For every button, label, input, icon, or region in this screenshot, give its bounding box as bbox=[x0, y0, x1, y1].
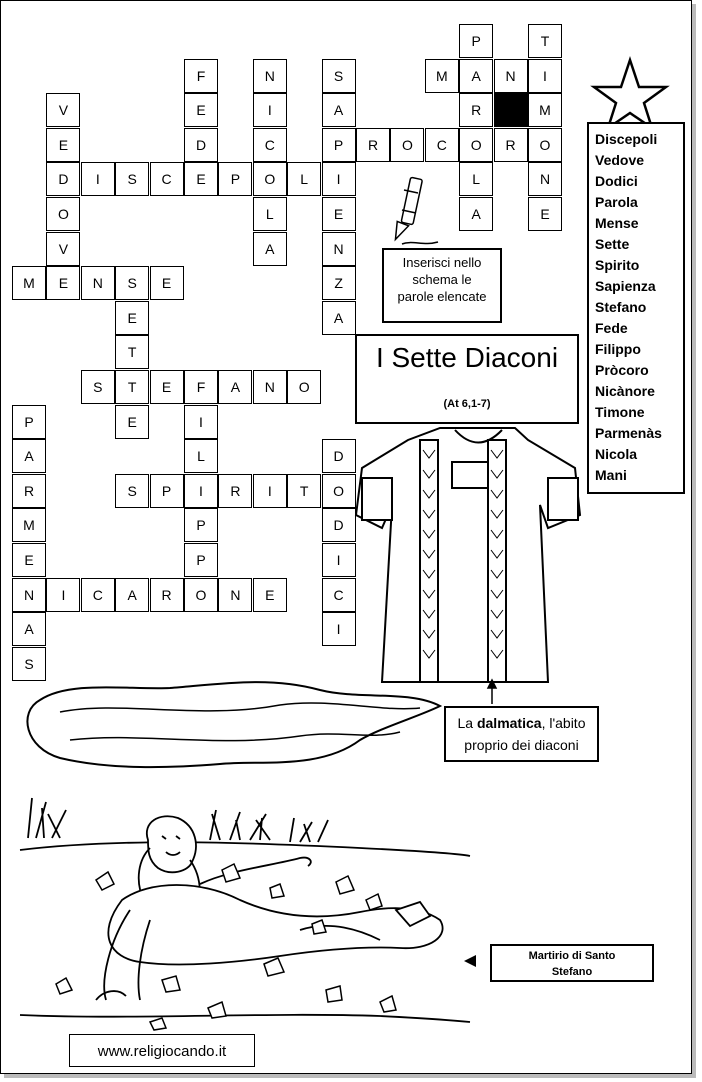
word-list-item: Discepoli bbox=[595, 131, 658, 147]
crossword-cell[interactable]: C bbox=[81, 578, 115, 612]
crossword-cell[interactable]: D bbox=[322, 439, 356, 473]
word-list-item: Parmenàs bbox=[595, 425, 662, 441]
crossword-cell[interactable]: E bbox=[12, 543, 46, 577]
crossword-cell[interactable]: S bbox=[12, 647, 46, 681]
crossword-cell[interactable]: I bbox=[184, 405, 218, 439]
martyrdom-caption bbox=[490, 944, 654, 982]
crossword-cell[interactable]: E bbox=[184, 162, 218, 196]
crossword-cell[interactable]: O bbox=[184, 578, 218, 612]
crossword-cell[interactable]: F bbox=[184, 370, 218, 404]
crossword-cell[interactable]: E bbox=[322, 197, 356, 231]
crossword-cell[interactable]: P bbox=[184, 508, 218, 542]
crossword-cell[interactable]: C bbox=[150, 162, 184, 196]
word-list-item: Timone bbox=[595, 404, 645, 420]
crossword-cell[interactable]: I bbox=[322, 612, 356, 646]
crossword-cell[interactable]: E bbox=[46, 266, 80, 300]
crossword-cell[interactable]: A bbox=[459, 197, 493, 231]
crossword-cell[interactable]: A bbox=[322, 301, 356, 335]
dalmatica-caption-line2: proprio dei diaconi bbox=[464, 737, 579, 753]
crossword-cell[interactable]: N bbox=[322, 232, 356, 266]
crossword-cell[interactable]: I bbox=[81, 162, 115, 196]
crossword-cell[interactable]: E bbox=[46, 128, 80, 162]
word-list-item: Fede bbox=[595, 320, 628, 336]
word-list bbox=[587, 122, 685, 494]
crossword-cell[interactable]: S bbox=[115, 162, 149, 196]
word-list-item: Spirito bbox=[595, 257, 640, 273]
crossword-cell[interactable]: N bbox=[494, 59, 528, 93]
crossword-cell[interactable]: D bbox=[322, 508, 356, 542]
crossword-cell[interactable]: O bbox=[287, 370, 321, 404]
crossword-cell[interactable]: I bbox=[253, 93, 287, 127]
crossword-cell[interactable]: I bbox=[184, 474, 218, 508]
crossword-cell[interactable]: I bbox=[253, 474, 287, 508]
crossword-cell[interactable]: S bbox=[322, 59, 356, 93]
page-title: I Sette Diaconi bbox=[375, 342, 559, 373]
crossword-cell[interactable]: M bbox=[12, 508, 46, 542]
crossword-cell[interactable]: O bbox=[322, 474, 356, 508]
dalmatica-caption-line1 bbox=[446, 712, 597, 734]
crossword-cell[interactable]: C bbox=[253, 128, 287, 162]
crossword-cell[interactable]: T bbox=[115, 335, 149, 369]
crossword-cell[interactable]: O bbox=[528, 128, 562, 162]
crossword-cell[interactable]: E bbox=[528, 197, 562, 231]
crossword-cell[interactable]: E bbox=[150, 266, 184, 300]
word-list-item: Parola bbox=[595, 194, 638, 210]
website-link[interactable]: www.religiocando.it bbox=[69, 1034, 255, 1067]
crossword-cell[interactable]: V bbox=[46, 232, 80, 266]
crossword-cell[interactable]: S bbox=[81, 370, 115, 404]
crossword-cell[interactable]: E bbox=[253, 578, 287, 612]
word-list-item: Nicola bbox=[595, 446, 638, 462]
word-list-item: Filippo bbox=[595, 341, 641, 357]
crossword-cell[interactable]: M bbox=[528, 93, 562, 127]
crossword-cell[interactable]: R bbox=[12, 474, 46, 508]
crossword-cell[interactable]: I bbox=[46, 578, 80, 612]
crossword-cell[interactable]: N bbox=[81, 266, 115, 300]
word-list-item: Mense bbox=[595, 215, 639, 231]
crossword-cell[interactable]: T bbox=[528, 24, 562, 58]
crossword-cell[interactable]: N bbox=[253, 370, 287, 404]
word-list-item: Sette bbox=[595, 236, 630, 252]
crossword-cell[interactable]: P bbox=[218, 162, 252, 196]
crossword-cell[interactable]: P bbox=[150, 474, 184, 508]
martyrdom-caption-line: Stefano bbox=[551, 966, 593, 978]
word-list-item: Nicànore bbox=[595, 383, 655, 399]
crossword-cell[interactable]: I bbox=[528, 59, 562, 93]
crossword-cell[interactable]: R bbox=[494, 128, 528, 162]
crossword-cell[interactable]: N bbox=[12, 578, 46, 612]
instruction-box bbox=[382, 248, 502, 323]
crossword-black-cell bbox=[494, 93, 528, 127]
caption-suffix: , l'abito bbox=[541, 715, 586, 731]
crossword-cell[interactable]: D bbox=[184, 128, 218, 162]
crossword-cell[interactable]: N bbox=[253, 59, 287, 93]
instruction-line: parole elencate bbox=[397, 289, 487, 304]
word-list-item: Dodici bbox=[595, 173, 638, 189]
bible-reference: (At 6,1-7) bbox=[443, 398, 491, 410]
crossword-cell[interactable]: O bbox=[390, 128, 424, 162]
instruction-line: Inserisci nello bbox=[402, 255, 482, 270]
crossword-cell[interactable]: A bbox=[253, 232, 287, 266]
crossword-cell[interactable]: P bbox=[184, 543, 218, 577]
crossword-cell[interactable]: F bbox=[184, 59, 218, 93]
crossword-cell[interactable]: E bbox=[115, 301, 149, 335]
crossword-cell[interactable]: A bbox=[459, 59, 493, 93]
title-box bbox=[355, 334, 579, 424]
word-list-item: Pròcoro bbox=[595, 362, 649, 378]
crossword-cell[interactable]: O bbox=[253, 162, 287, 196]
crossword-cell[interactable]: T bbox=[287, 474, 321, 508]
crossword-cell[interactable]: D bbox=[46, 162, 80, 196]
crossword-cell[interactable]: P bbox=[322, 128, 356, 162]
crossword-cell[interactable]: N bbox=[218, 578, 252, 612]
crossword-cell[interactable]: R bbox=[150, 578, 184, 612]
crossword-cell[interactable]: O bbox=[46, 197, 80, 231]
crossword-cell[interactable]: C bbox=[425, 128, 459, 162]
instruction-line: schema le bbox=[412, 272, 472, 287]
martyrdom-caption-line: Martirio di Santo bbox=[528, 950, 616, 962]
word-list-item: Mani bbox=[595, 467, 627, 483]
crossword-cell[interactable]: R bbox=[356, 128, 390, 162]
word-list-item: Vedove bbox=[595, 152, 645, 168]
crossword-cell[interactable]: P bbox=[12, 405, 46, 439]
crossword-cell[interactable]: I bbox=[322, 543, 356, 577]
crossword-cell[interactable]: A bbox=[218, 370, 252, 404]
crossword-cell[interactable]: S bbox=[115, 266, 149, 300]
crossword-cell[interactable]: I bbox=[322, 162, 356, 196]
crossword-cell[interactable]: O bbox=[459, 128, 493, 162]
crossword-cell[interactable]: L bbox=[253, 197, 287, 231]
crossword-cell[interactable]: L bbox=[184, 439, 218, 473]
crossword-cell[interactable]: E bbox=[115, 405, 149, 439]
crossword-cell[interactable]: E bbox=[184, 93, 218, 127]
word-list-item: Sapienza bbox=[595, 278, 656, 294]
crossword-cell[interactable]: P bbox=[459, 24, 493, 58]
crossword-cell[interactable]: Z bbox=[322, 266, 356, 300]
crossword-cell[interactable]: L bbox=[459, 162, 493, 196]
crossword-cell[interactable]: V bbox=[46, 93, 80, 127]
caption-bold: dalmatica bbox=[476, 715, 542, 731]
crossword-cell[interactable]: N bbox=[528, 162, 562, 196]
crossword-cell[interactable]: A bbox=[12, 612, 46, 646]
crossword-cell[interactable]: M bbox=[425, 59, 459, 93]
crossword-cell[interactable]: L bbox=[287, 162, 321, 196]
dalmatica-caption bbox=[444, 706, 599, 762]
crossword-cell[interactable]: A bbox=[115, 578, 149, 612]
crossword-cell[interactable]: C bbox=[322, 578, 356, 612]
crossword-cell[interactable]: E bbox=[150, 370, 184, 404]
crossword-cell[interactable]: R bbox=[459, 93, 493, 127]
crossword-cell[interactable]: A bbox=[12, 439, 46, 473]
crossword-cell[interactable]: A bbox=[322, 93, 356, 127]
crossword-cell[interactable]: T bbox=[115, 370, 149, 404]
crossword-cell[interactable]: M bbox=[12, 266, 46, 300]
caption-prefix: La bbox=[457, 715, 477, 731]
crossword-cell[interactable]: R bbox=[218, 474, 252, 508]
word-list-item: Stefano bbox=[595, 299, 647, 315]
crossword-cell[interactable]: S bbox=[115, 474, 149, 508]
